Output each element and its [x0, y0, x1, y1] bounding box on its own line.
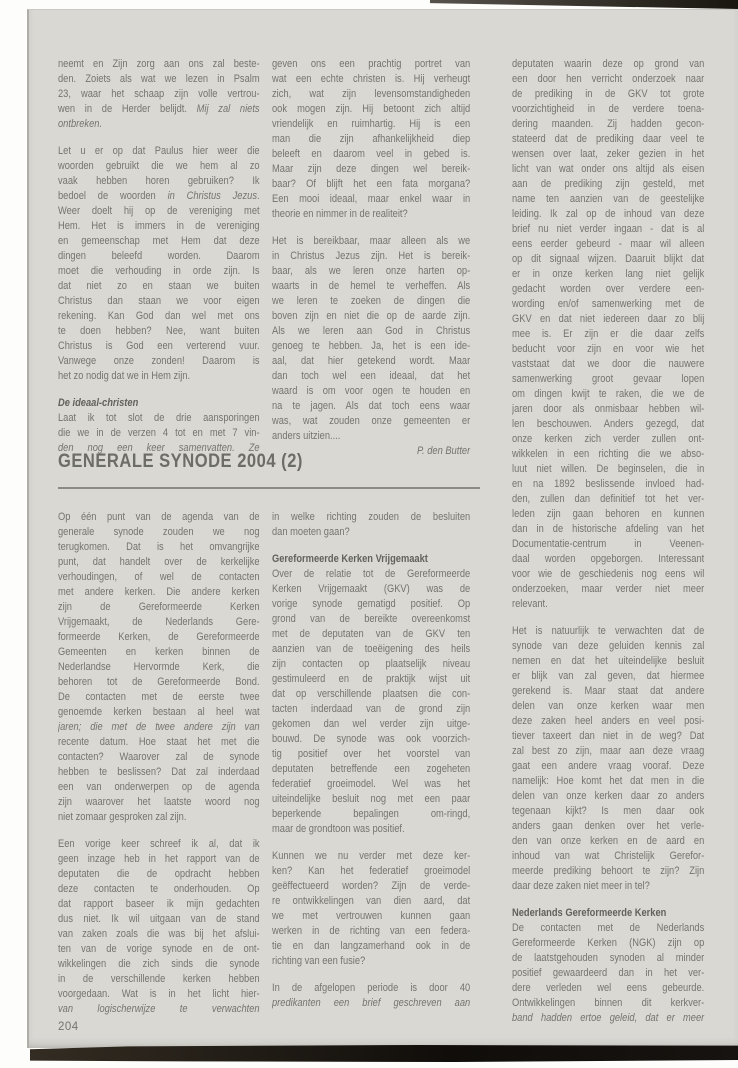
text-line: na te jagen. Als dat toch eens waar	[272, 400, 471, 412]
text-line: delen van onze kerken waar men	[512, 700, 705, 712]
text-line: waard is om voor ogen te houden en	[272, 385, 471, 397]
text-line: mee is. Er zijn er die daar zelfs	[512, 328, 705, 340]
text-line: namelijk: Hoe komt het dat men in die	[512, 775, 705, 787]
text-line: den nog een keer samenvatten. Ze	[58, 442, 260, 454]
text-line: Maar zijn deze dingen wel bereik-	[272, 163, 471, 175]
text-line: die we in de verzen 4 tot en met 7 vin-	[58, 427, 260, 439]
text-line: dingen beleefd worden. Daarom	[58, 250, 260, 262]
text-line: Een mooi ideaal, maar enkel waar in	[272, 193, 471, 205]
text-line: De ideaal-christen	[58, 397, 139, 409]
text-line: de prediking in de GKV tot grote	[512, 88, 705, 100]
text-line: tacten inderdaad van de grond zijn	[272, 703, 471, 715]
paragraph	[272, 981, 470, 1011]
text-line: en na 1892 beslissende invloed had-	[512, 478, 705, 490]
text-line: maar de grondtoon was positief.	[272, 823, 405, 835]
text-line: Het is bereikbaar, maar alleen als we	[272, 235, 471, 247]
scan-edge-top	[430, 0, 738, 9]
text-line: wikkelingen die zich sinds die synode	[58, 958, 260, 970]
text-line: generale synode zouden we nog	[58, 526, 260, 538]
text-line: dan moeten gaan?	[272, 526, 350, 538]
text-line: dus niet. Ik wil uitgaan van de stand	[58, 913, 260, 925]
text-line: vorige synode gematigd positief. Op	[272, 598, 471, 610]
text-line: we leren te zoeken de dingen die	[272, 295, 471, 307]
paragraph	[512, 57, 704, 612]
text-line: van logischerwijze te verwachten	[58, 1003, 260, 1015]
text-line: met de deputaten van de GKV ten	[272, 628, 471, 640]
paragraph	[512, 624, 704, 894]
text-line: licht van wat onder ons altijd als eisen	[512, 163, 705, 175]
text-line: Kunnen we nu verder met deze ker-	[272, 850, 471, 862]
text-line: relevant.	[512, 598, 548, 610]
text-line: stateerd dat de prediking daar veel te	[512, 133, 705, 145]
text-line: dat rapport baseer ik mijn gedachten	[58, 898, 260, 910]
text-line: vaak hebben horen gebruiken? Ik	[58, 175, 260, 187]
text-line: gedacht worden over verdere een-	[512, 283, 705, 295]
text-line: eens eerder gebeurd - maar wil alleen	[512, 238, 705, 250]
text-line: 23, waar het schaap zijn volle vertrou-	[58, 88, 260, 100]
page-number: 204	[58, 1021, 79, 1033]
text-line: behoren tot de Gereformeerde Bond.	[58, 676, 260, 688]
text-line: baar, als we leren onze harten op-	[272, 265, 471, 277]
text-line: formeerde Kerken, de Gereformeerde	[58, 631, 260, 643]
paragraph	[58, 510, 260, 825]
text-line: Christus dan staan we voor eigen	[58, 295, 260, 307]
text-line: neemt en Zijn zorg aan ons zal beste-	[58, 58, 260, 70]
text-line: dan toch wel een ideaal, dat het	[272, 370, 471, 382]
text-line: richting van een fusie?	[272, 955, 366, 967]
text-line: punt, dat handelt over de kerkelijke	[58, 556, 260, 568]
text-line: De contacten met de Nederlands	[512, 922, 705, 934]
text-line: een van onderwerpen op de agenda	[58, 781, 260, 793]
text-line: zijn contacten op plaatselijk niveau	[272, 658, 471, 670]
text-line: Gereformeerde Kerken (NGK) zijn op	[512, 937, 705, 949]
text-line: anders gaan denken over het verle-	[512, 820, 705, 832]
text-line: dering maanden. Zij hadden gecon-	[512, 118, 705, 130]
text-line: In de afgelopen periode is door 40	[272, 982, 471, 994]
text-line: den, zullen dan definitief tot het ver-	[512, 493, 705, 505]
text-line: Hem. Het is immers in de vereniging	[58, 220, 260, 232]
text-line: wikkelen in een richting die we abso-	[512, 448, 705, 460]
text-line: bouwd. De synode was ook voorzich-	[272, 733, 471, 745]
text-line: dat niet zo en staan we buiten	[58, 280, 260, 292]
text-line: Op één punt van de agenda van de	[58, 511, 260, 523]
text-line: van zaken zoals die was bij het afslui-	[58, 928, 260, 940]
text-line: daar deze zaken niet meer in tel?	[512, 880, 650, 892]
text-line: anders uitzien....	[272, 430, 341, 442]
text-line: en gemeenschap met Hem dat deze	[58, 235, 260, 247]
paragraph	[58, 57, 260, 132]
text-line: geëffectueerd worden? Zijn de verde-	[272, 880, 471, 892]
text-line: aal, dat hier getekend wordt. Maar	[272, 355, 471, 367]
text-line: Documentatie-centrum in Veenen-	[512, 538, 705, 550]
text-line: Als we leren aan God in Christus	[272, 325, 471, 337]
text-line: deputaten die de opdracht hebben	[58, 868, 260, 880]
text-line: leden zijn gaan behoren en kunnen	[512, 508, 705, 520]
text-line: inhoud van wat Christelijk Gerefor-	[512, 850, 705, 862]
text-line: De contacten met de eerste twee	[58, 691, 260, 703]
text-line: delen van onze kerken daar zo anders	[512, 790, 705, 802]
text-line: brief nu niet verder ingaan - dat is al	[512, 223, 705, 235]
text-line: re ontwikkelingen van dien aard, dat	[272, 895, 471, 907]
text-line: Gereformeerde Kerken Vrijgemaakt	[272, 553, 428, 565]
paragraph	[58, 411, 260, 456]
text-line: gekomen dan wel verder zijn uitge-	[272, 718, 471, 730]
text-line: predikanten een brief geschreven aan	[272, 997, 471, 1009]
text-line: er blijk van zal geven, dat hiermee	[512, 670, 705, 682]
text-line: moet die verhouding in orde zijn. Is	[58, 265, 260, 277]
text-line: te doen hebben? Nee, want buiten	[58, 325, 260, 337]
text-line: op dit signaal wijzen. Daaruit blijkt dat	[512, 253, 705, 265]
text-line: GKV en dat niet iedereen daar zo blij	[512, 313, 705, 325]
text-line: Nederlandse Hervormde Kerk, die	[58, 661, 260, 673]
text-line: zijn de Gereformeerde Kerken	[58, 601, 260, 613]
section-heading	[58, 396, 260, 411]
text-line: man die zijn afhankelijkheid diep	[272, 133, 471, 145]
text-line: geven ons een prachtig portret van	[272, 58, 471, 70]
text-line: wen in de Herder belijdt. Mij zal niets	[58, 103, 260, 115]
paragraph	[512, 921, 704, 1026]
text-line: ook mogen zijn. Hij betoont zich altijd	[272, 103, 471, 115]
text-line: genoemde kerken bestaan al heel wat	[58, 706, 260, 718]
text-line: aanzien van de toeëigening des heils	[272, 643, 471, 655]
section-heading	[512, 906, 704, 921]
text-line: wording en/of samenwerking met de	[512, 298, 705, 310]
text-line: federatief groeimodel. Wel was het	[272, 778, 471, 790]
text-line: beperkende bepalingen om-ringd,	[272, 808, 471, 820]
text-line: we met vertrouwen kunnen gaan	[272, 910, 471, 922]
text-line: dere verleden wel eens gebeurde.	[512, 982, 705, 994]
text-line: in Christus Jezus zijn. Het is bereik-	[272, 250, 471, 262]
text-line: voorzichtigheid in de verdere toena-	[512, 103, 705, 115]
text-line: tie en dan langzamerhand ook in de	[272, 940, 471, 952]
text-line: len beschouwen. Anders gezegd, dat	[512, 418, 705, 430]
text-line: voor wie de geschiedenis nog eens wil	[512, 568, 705, 580]
text-line: Over de relatie tot de Gereformeerde	[272, 568, 471, 580]
paragraph	[272, 849, 470, 969]
text-line: tegenaan kijkt? Is men daar ook	[512, 805, 705, 817]
text-line: onderzoeken, maar verder niet meer	[512, 583, 705, 595]
text-line: uiteindelijke besluit nog met een paar	[272, 793, 471, 805]
column-2-bottom	[272, 510, 470, 1023]
text-line: niet zomaar gesproken zal zijn.	[58, 811, 187, 823]
text-line: Vrijgemaakt, de Nederlands Gere-	[58, 616, 260, 628]
section-heading	[272, 552, 470, 567]
text-line: genoeg te hebben. Ja, het is een ide-	[272, 340, 471, 352]
text-line: ten van de vorige synode en de ont-	[58, 943, 260, 955]
text-line: verhoudingen, of wel de contacten	[58, 571, 260, 583]
text-line: jaren door als onmisbaar hebben wil-	[512, 403, 705, 415]
text-line: bedoel de woorden in Christus Jezus.	[58, 190, 260, 202]
paragraph	[272, 510, 470, 540]
text-line: den van onze kerken en de aard en	[512, 835, 705, 847]
text-line: onze kerken zich verder zullen ont-	[512, 433, 705, 445]
text-line: Een vorige keer schreef ik al, dat ik	[58, 838, 260, 850]
text-line: zich, wat zijn levensomstandigheden	[272, 88, 471, 100]
column-1-bottom	[58, 510, 260, 1029]
text-line: Let u er op dat Paulus hier weer die	[58, 145, 260, 157]
text-line: P. den Butter	[417, 445, 471, 457]
text-line: Gemeenten en kerken binnen de	[58, 646, 260, 658]
text-line: beleeft en daarom veel in gebed is.	[272, 148, 471, 160]
text-line: geen inzage heb in het rapport van de	[58, 853, 260, 865]
paragraph	[58, 837, 260, 1017]
text-line: ken? Kan het federatief groeimodel	[272, 865, 471, 877]
text-line: gaat een andere vraag vooraf. Deze	[512, 760, 705, 772]
paragraph	[272, 567, 470, 837]
text-line: Vanwege onze zonden! Daarom is	[58, 355, 260, 367]
text-line: was, wat zouden onze gemeenten er	[272, 415, 471, 427]
text-line: woorden gebruikt die we hem al zo	[58, 160, 260, 172]
text-line: wat een echte christen is. Hij verheugt	[272, 73, 471, 85]
text-line: theorie en nimmer in de realiteit?	[272, 208, 408, 220]
text-line: synode van deze geluiden kennis zal	[512, 640, 705, 652]
text-line: in de verschillende kerken hebben	[58, 973, 260, 985]
text-line: er in onze kerken lang niet gelijk	[512, 268, 705, 280]
text-line: deputaten waarin deze op grond van	[512, 58, 705, 70]
text-line: Christus is God een verterend vuur.	[58, 340, 260, 352]
column-3	[512, 57, 704, 1038]
text-line: tiever taxeert dan niet in de weg? Dat	[512, 730, 705, 742]
article-heading: GENERALE SYNODE 2004 (2)	[58, 451, 303, 472]
text-line: jaren; die met de twee andere zijn van	[58, 721, 260, 733]
text-line: dat op verschillende plaatsen die con-	[272, 688, 471, 700]
text-line: de laatstgehouden synoden al minder	[512, 952, 705, 964]
text-line: gerekend is. Maar staat dat andere	[512, 685, 705, 697]
column-2-top	[272, 57, 470, 471]
text-line: zal best zo zijn, maar aan deze vraag	[512, 745, 705, 757]
text-line: Nederlands Gereformeerde Kerken	[512, 907, 667, 919]
text-line: rekening. Kan God dan wel met ons	[58, 310, 260, 322]
scan-edge-bottom	[30, 1045, 738, 1062]
text-line: leiding. Ik zal op de inhoud van deze	[512, 208, 705, 220]
text-line: samenwerking groot gevaar lopen	[512, 373, 705, 385]
text-line: luut niet willen. De beginselen, die in	[512, 463, 705, 475]
text-line: Kerken Vrijgemaakt (GKV) was de	[272, 583, 471, 595]
text-line: grond van de bereikte overeenkomst	[272, 613, 471, 625]
text-line: vaststaat dat we door die nauwere	[512, 358, 705, 370]
paragraph	[272, 57, 470, 222]
text-line: boven zijn en niet die op de aarde zijn.	[272, 310, 471, 322]
text-line: het zo nodig dat we in Hem zijn.	[58, 370, 191, 382]
text-line: hebben te beslissen? Dat zal inderdaad	[58, 766, 260, 778]
text-line: terugkomen. Dat is het omvangrijke	[58, 541, 260, 553]
text-line: in welke richting zouden de besluiten	[272, 511, 471, 523]
text-line: gestimuleerd en de praktijk wijst uit	[272, 673, 471, 685]
text-line: om dingen kwijt te raken, die we de	[512, 388, 705, 400]
text-line: vriendelijk en ruimhartig. Hij is een	[272, 118, 471, 130]
text-line: contacten? Waarover zal de synode	[58, 751, 260, 763]
text-line: nemen en dat het uiteindelijke besluit	[512, 655, 705, 667]
text-line: recente datum. Hoe staat het met die	[58, 736, 260, 748]
text-line: ontbreken.	[58, 118, 103, 130]
text-line: deze zaken heel anders en veel posi-	[512, 715, 705, 727]
text-line: waarts in de hemel te verheffen. Als	[272, 280, 471, 292]
text-line: positief gewaardeerd dan in het ver-	[512, 967, 705, 979]
text-line: daal worden opgeborgen. Interessant	[512, 553, 705, 565]
text-line: Laat ik tot slot de drie aansporingen	[58, 412, 260, 424]
text-line: Weer doelt hij op de vereniging met	[58, 205, 260, 217]
paragraph	[272, 234, 470, 459]
text-line: dan in de historische afdeling van het	[512, 523, 705, 535]
text-line: zijn waarover het laatste woord nog	[58, 796, 260, 808]
text-line: name ten aanzien van de geestelijke	[512, 193, 705, 205]
text-line: baar? Of blijft het een fata morgana?	[272, 178, 471, 190]
text-line: deze contacten te onderhouden. Op	[58, 883, 260, 895]
text-line: beducht voor zijn en voor wie het	[512, 343, 705, 355]
text-line: Ontwikkelingen binnen dit kerkver-	[512, 997, 705, 1009]
column-1-top	[58, 57, 260, 468]
text-line: meerde prediking behoort te zijn? Zijn	[512, 865, 705, 877]
text-line: tig positief over het voorstel van	[272, 748, 471, 760]
heading-rule	[58, 487, 480, 489]
text-line: aan de prediking zijn gesteld, met	[512, 178, 705, 190]
text-line: een door hen verricht onderzoek naar	[512, 73, 705, 85]
text-line: voorgedaan. Wat is in het licht hier-	[58, 988, 260, 1000]
text-line: deputaten betreffende een zogeheten	[272, 763, 471, 775]
text-line: werken in de richting van een federa-	[272, 925, 471, 937]
text-line: Het is natuurlijk te verwachten dat de	[512, 625, 705, 637]
text-line: met andere kerken. Die andere kerken	[58, 586, 260, 598]
text-line: band hadden ertoe geleid, dat er meer	[512, 1012, 705, 1024]
text-line: wensen over laat, zeker gezien in het	[512, 148, 705, 160]
paragraph	[58, 144, 260, 384]
text-line: den. Zoiets als wat we lezen in Psalm	[58, 73, 260, 85]
